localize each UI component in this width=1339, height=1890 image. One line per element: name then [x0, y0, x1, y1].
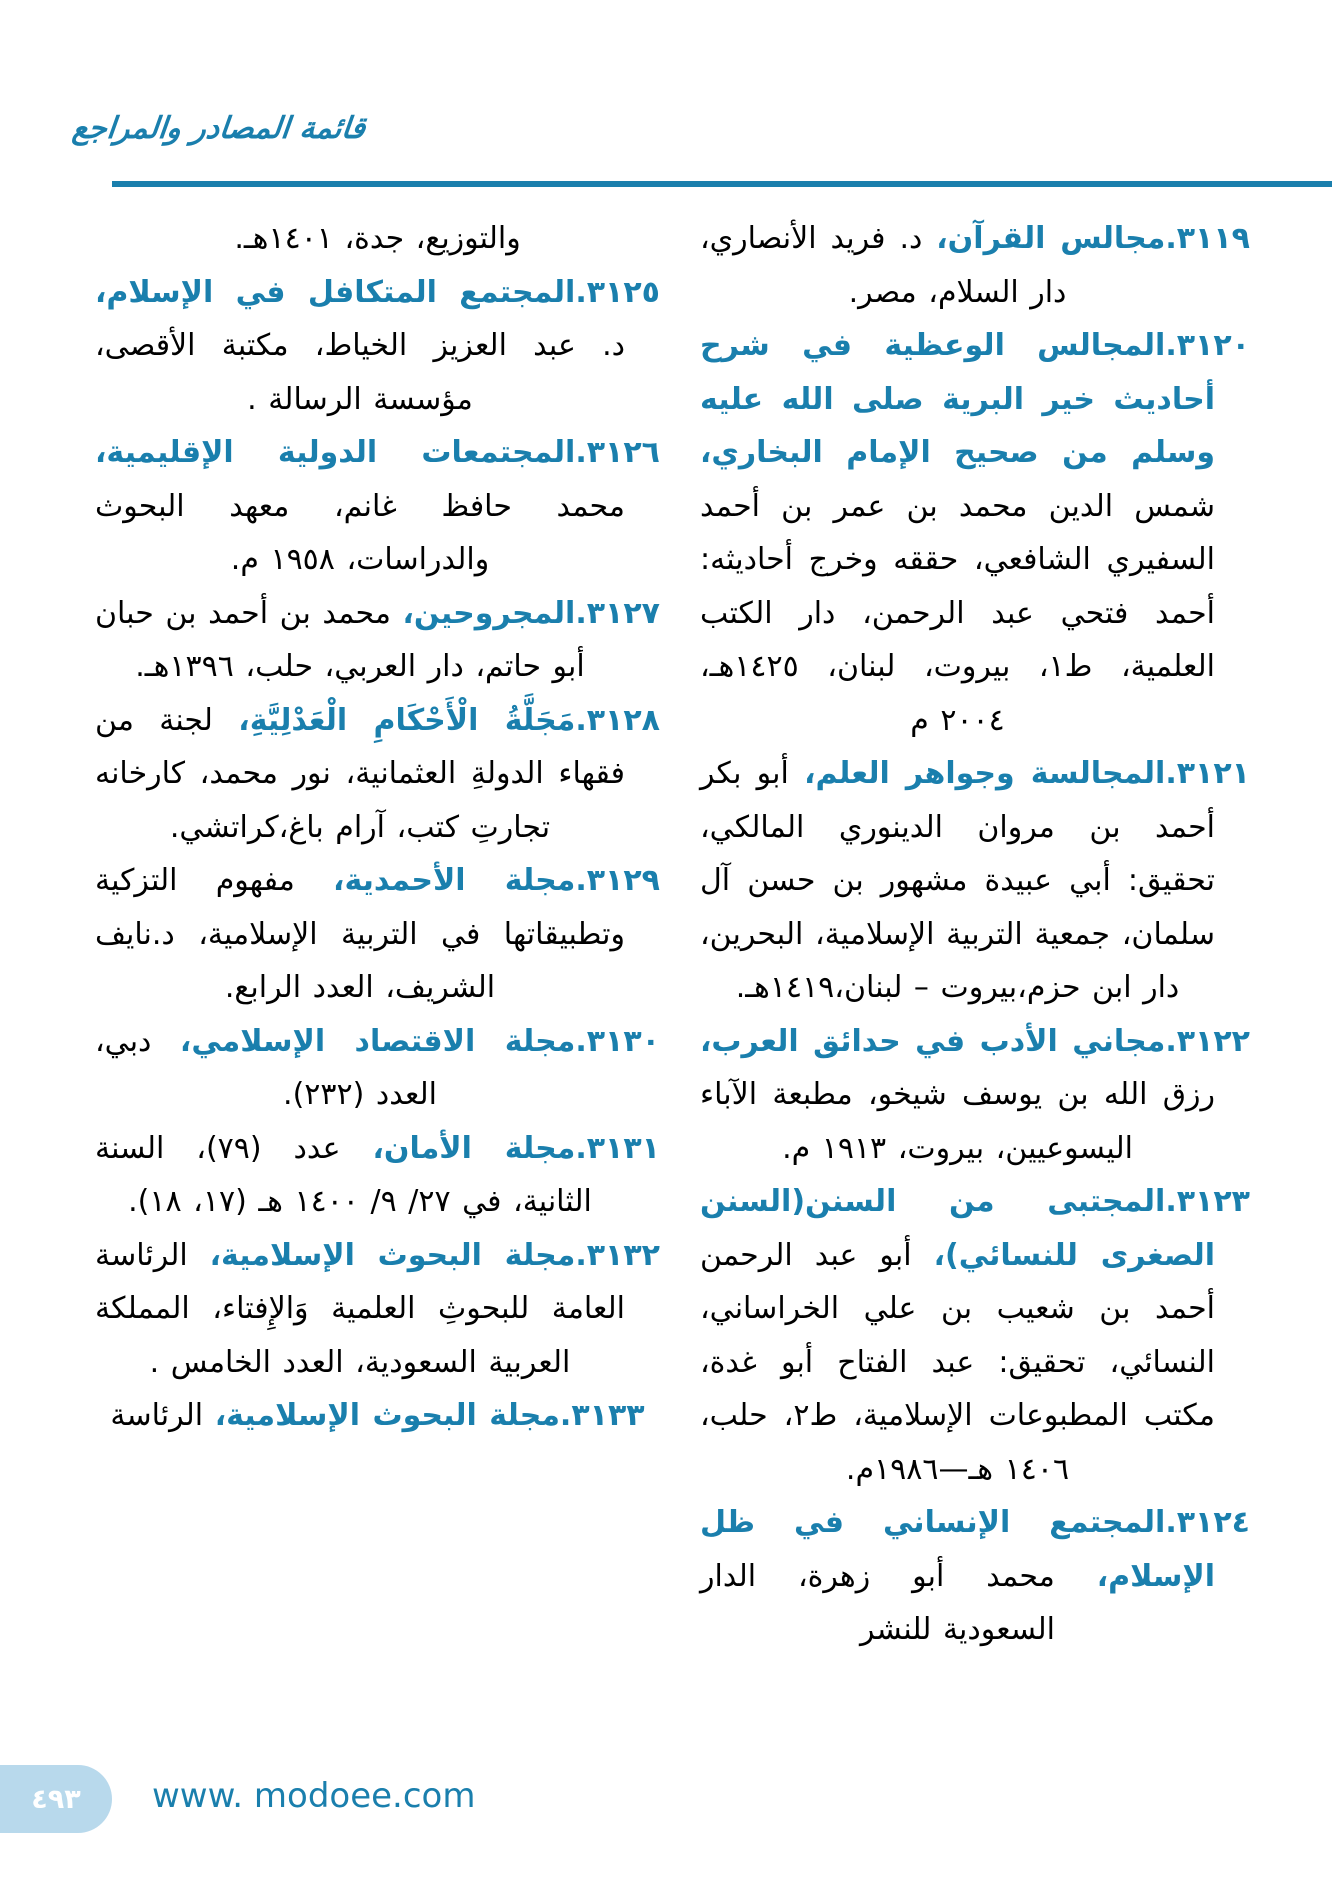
page-number: ٤٩٣: [31, 1783, 81, 1815]
entry-number: ٣١٣٢: [586, 1237, 660, 1273]
entry-number-dot: .: [1165, 1184, 1177, 1219]
entry-title: مجلة الأحمدية،: [333, 863, 576, 898]
entry-title: المجالسة وجواهر العلم،: [804, 756, 1166, 791]
entry-number: ٣١١٩: [1176, 221, 1250, 256]
entry-number-dot: .: [1165, 1505, 1177, 1540]
entry-number-dot: .: [575, 702, 587, 738]
entry-number-dot: .: [1165, 756, 1177, 791]
entry-number: ٣١٢٣: [1176, 1184, 1250, 1219]
entry-number: ٣١٣٠: [586, 1023, 660, 1059]
page-header-calligraphy: قائمة المصادر والمراجع: [70, 111, 367, 146]
entry-body: الرئاسة العامة للبحوثِ العلمية وَالإِفتاء، المملكة العربية السعودية، العدد الخامس .: [95, 1237, 625, 1380]
bib-entry-3125: [95, 266, 660, 427]
entry-number-dot: .: [575, 863, 587, 898]
bib-entry-3122: [700, 1015, 1250, 1176]
entry-number: ٣١٣٣: [571, 1398, 645, 1433]
bib-entry-3128: [95, 694, 660, 855]
entry-number: ٣١٢٦: [586, 435, 660, 470]
entry-number: ٣١٢٨: [586, 702, 660, 738]
entry-body: لجنة من فقهاء الدولةِ العثمانية، نور محمد، كارخانه تجارتِ كتب، آرام باغ،كراتشي.: [95, 702, 625, 845]
entry-number: ٣١٢١: [1176, 756, 1250, 791]
entry-title: المجتمع الإنساني في ظل الإسلام،: [700, 1505, 1215, 1594]
bib-entry-3120: [700, 319, 1250, 747]
entry-number-dot: .: [575, 1023, 587, 1059]
entry-number-dot: .: [559, 1398, 572, 1433]
entry-number: ٣١٢٤: [1176, 1505, 1250, 1540]
entry-body: د. عبد العزيز الخياط، مكتبة الأقصى، مؤسسة الرسالة .: [95, 328, 625, 417]
entry-title: مجالس القرآن،: [936, 221, 1166, 256]
entry-title: مجلة الأمان،: [372, 1130, 576, 1166]
website-watermark: www. modoee.com: [152, 1776, 476, 1816]
entry-number-dot: .: [575, 1130, 587, 1166]
entry-body: رزق الله بن يوسف شيخو، مطبعة الآباء اليسوعيين، بيروت، ١٩١٣ م.: [700, 1077, 1215, 1166]
bib-entry-continuation: [95, 212, 660, 266]
entry-number: ٣١٢٠: [1176, 328, 1250, 363]
entry-number-dot: .: [1165, 221, 1177, 256]
entry-title: مجلة البحوث الإسلامية،: [214, 1398, 560, 1433]
entry-number: ٣١٢٧: [586, 595, 660, 631]
entry-title: المجتبى من السنن(السنن الصغرى للنسائي)،: [700, 1184, 1215, 1273]
entry-title: مجلة الاقتصاد الإسلامي،: [179, 1023, 576, 1059]
entry-body: محمد أبو زهرة، الدار السعودية للنشر: [700, 1558, 1055, 1647]
bibliography-column-left: [95, 212, 660, 1443]
entry-title: مجاني الأدب في حدائق العرب،: [700, 1023, 1166, 1059]
entry-body: دبي، العدد (٢٣٢).: [95, 1023, 437, 1112]
entry-title: مجلة البحوث الإسلامية،: [209, 1237, 576, 1273]
entry-title: المجتمعات الدولية الإقليمية،: [95, 435, 576, 470]
entry-number-dot: .: [575, 1237, 587, 1273]
entry-body: مفهوم التزكية وتطبيقاتها في التربية الإسلامية، د.نايف الشريف، العدد الرابع.: [95, 863, 625, 1005]
entry-body: أبو عبد الرحمن أحمد بن شعيب بن علي الخراساني، النسائي، تحقيق: عبد الفتاح أبو غدة، مكتب المطبوعات الإسلامية، ط٢، حلب، ١٤٠٦ هـ—١٩٨٦م.: [700, 1237, 1215, 1487]
entry-number: ٣١٢٢: [1176, 1023, 1250, 1059]
entry-body: د. فريد الأنصاري، دار السلام، مصر.: [700, 221, 1067, 310]
entry-body: عدد (٧٩)، السنة الثانية، في ٢٧/ ٩/ ١٤٠٠ هـ (١٧، ١٨).: [95, 1130, 592, 1219]
bib-entry-3126: [95, 426, 660, 587]
entry-body: شمس الدين محمد بن عمر بن أحمد السفيري الشافعي، حققه وخرج أحاديثه: أحمد فتحي عبد الرحمن، دار الكتب العلمية، ط١، بيروت، لبنان، ١٤٢٥هـ، ٢٠٠٤ م: [700, 488, 1216, 738]
bib-entry-3132: [95, 1229, 660, 1390]
entry-body: محمد بن أحمد بن حبان أبو حاتم، دار العربي، حلب، ١٣٩٦هـ.: [95, 595, 585, 684]
entry-number-dot: .: [575, 595, 587, 631]
entry-number-dot: .: [575, 274, 587, 310]
page-number-badge: [0, 1765, 112, 1833]
entry-body: محمد حافظ غانم، معهد البحوث والدراسات، ١٩٥٨ م.: [95, 488, 625, 577]
entry-number: ٣١٣١: [586, 1130, 660, 1166]
bibliography-column-right: [700, 212, 1250, 1657]
entry-number-dot: .: [1165, 1023, 1177, 1059]
bib-entry-3119: [700, 212, 1250, 319]
bib-entry-3133: [95, 1389, 660, 1443]
entry-number: ٣١٢٩: [586, 863, 660, 898]
entry-title: مَجَلَّةُ الْأَحْكَامِ الْعَدْلِيَّةِ،: [238, 702, 576, 738]
bib-entry-3127: [95, 587, 660, 694]
entry-title: المجروحين،: [402, 595, 576, 631]
entry-title: المجتمع المتكافل في الإسلام،: [95, 274, 576, 310]
entry-number-dot: .: [575, 435, 587, 470]
header-divider-rule: [112, 181, 1332, 187]
bib-entry-3129: [95, 854, 660, 1015]
entry-number: ٣١٢٥: [586, 274, 660, 310]
entry-title: المجالس الوعظية في شرح أحاديث خير البرية صلى الله عليه وسلم من صحيح الإمام البخاري،: [700, 328, 1215, 470]
entry-number-dot: .: [1165, 328, 1177, 363]
bib-entry-3131: [95, 1122, 660, 1229]
bib-entry-3124: [700, 1496, 1250, 1657]
bib-entry-3130: [95, 1015, 660, 1122]
entry-body: أبو بكر أحمد بن مروان الدينوري المالكي، تحقيق: أبي عبيدة مشهور بن حسن آل سلمان، جمعية التربية الإسلامية، البحرين، دار ابن حزم،بيروت – لبنان،١٤١٩هـ.: [700, 756, 1215, 1005]
bib-entry-3121: [700, 747, 1250, 1015]
bib-entry-3123: [700, 1175, 1250, 1496]
entry-body: الرئاسة: [110, 1398, 204, 1433]
entry-body: والتوزيع، جدة، ١٤٠١هـ.: [234, 221, 521, 256]
